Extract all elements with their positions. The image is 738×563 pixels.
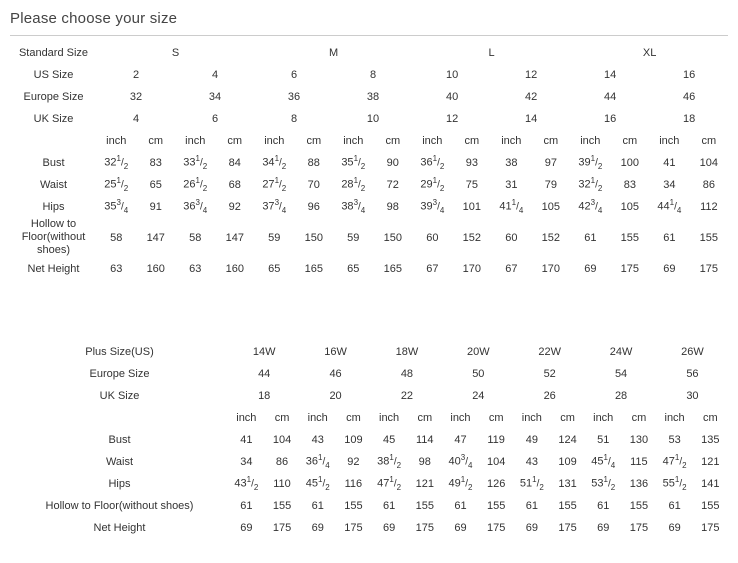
data-cell: 24: [443, 385, 514, 407]
row-label: Hips: [11, 473, 229, 495]
data-cell: 69: [443, 517, 479, 539]
data-cell: 61: [300, 495, 336, 517]
data-cell: 105: [610, 196, 650, 218]
row-label: Waist: [11, 174, 97, 196]
unit-cell: cm: [452, 130, 492, 152]
unit-cell: inch: [176, 130, 216, 152]
data-cell: $40^3/_4$: [443, 451, 479, 473]
data-cell: $38^3/_4$: [334, 196, 374, 218]
data-cell: 155: [692, 495, 728, 517]
standard-size-table-container: [10, 41, 728, 280]
data-cell: 155: [336, 495, 372, 517]
data-cell: 65: [136, 174, 176, 196]
unit-cell: cm: [621, 407, 657, 429]
data-cell: 22W: [514, 341, 585, 363]
data-cell: 131: [550, 473, 586, 495]
data-cell: 86: [689, 174, 729, 196]
data-cell: 69: [585, 517, 621, 539]
unit-cell: inch: [229, 407, 265, 429]
data-cell: 175: [692, 517, 728, 539]
data-cell: 30: [657, 385, 728, 407]
data-cell: 16: [650, 64, 729, 86]
table-row: [11, 64, 729, 86]
data-cell: 40: [413, 86, 492, 108]
unit-cell: inch: [585, 407, 621, 429]
data-cell: 160: [215, 258, 255, 280]
data-cell: $32^1/_2$: [97, 152, 137, 174]
data-cell: 12: [492, 64, 571, 86]
data-cell: 98: [407, 451, 443, 473]
data-cell: 175: [550, 517, 586, 539]
data-cell: $26^1/_2$: [176, 174, 216, 196]
data-cell: 92: [336, 451, 372, 473]
data-cell: 58: [97, 218, 137, 258]
data-cell: 18: [229, 385, 300, 407]
data-cell: 101: [452, 196, 492, 218]
data-cell: 150: [373, 218, 413, 258]
unit-cell: inch: [443, 407, 479, 429]
data-cell: 31: [492, 174, 532, 196]
unit-cell: inch: [255, 130, 295, 152]
table-row: [11, 42, 729, 64]
data-cell: 155: [550, 495, 586, 517]
unit-cell: cm: [294, 130, 334, 152]
data-cell: 79: [531, 174, 571, 196]
data-cell: 152: [452, 218, 492, 258]
data-cell: 175: [264, 517, 300, 539]
data-cell: 42: [492, 86, 571, 108]
data-cell: 160: [136, 258, 176, 280]
unit-cell: cm: [407, 407, 443, 429]
data-cell: 155: [478, 495, 514, 517]
data-cell: 32: [97, 86, 176, 108]
data-cell: 18: [650, 108, 729, 130]
data-cell: 130: [621, 429, 657, 451]
data-cell: 60: [413, 218, 453, 258]
data-cell: 61: [650, 218, 690, 258]
title-divider: [10, 35, 728, 36]
data-cell: $32^1/_2$: [571, 174, 611, 196]
data-cell: $53^1/_2$: [585, 473, 621, 495]
data-cell: 41: [229, 429, 265, 451]
data-cell: 96: [294, 196, 334, 218]
data-cell: 126: [478, 473, 514, 495]
data-cell: 10: [334, 108, 413, 130]
data-cell: $34^1/_2$: [255, 152, 295, 174]
data-cell: 16W: [300, 341, 371, 363]
table-row: [11, 196, 729, 218]
data-cell: 90: [373, 152, 413, 174]
table-row: [11, 218, 729, 258]
data-cell: 72: [373, 174, 413, 196]
data-cell: 61: [585, 495, 621, 517]
data-cell: 104: [689, 152, 729, 174]
data-cell: 22: [371, 385, 442, 407]
table-row: [11, 363, 729, 385]
data-cell: 45: [371, 429, 407, 451]
data-cell: $47^1/_2$: [371, 473, 407, 495]
data-cell: 155: [621, 495, 657, 517]
data-cell: 175: [621, 517, 657, 539]
unit-cell: inch: [371, 407, 407, 429]
data-cell: 175: [407, 517, 443, 539]
data-cell: $41^1/_4$: [492, 196, 532, 218]
row-label: US Size: [11, 64, 97, 86]
data-cell: 92: [215, 196, 255, 218]
data-cell: 47: [443, 429, 479, 451]
data-cell: 69: [571, 258, 611, 280]
unit-cell: inch: [492, 130, 532, 152]
unit-cell: inch: [514, 407, 550, 429]
data-cell: $27^1/_2$: [255, 174, 295, 196]
row-label: Bust: [11, 152, 97, 174]
unit-cell: cm: [610, 130, 650, 152]
data-cell: $43^1/_2$: [229, 473, 265, 495]
data-cell: 8: [255, 108, 334, 130]
data-cell: 6: [176, 108, 255, 130]
table-row: [11, 429, 729, 451]
data-cell: 48: [371, 363, 442, 385]
data-cell: 65: [334, 258, 374, 280]
data-cell: 14W: [229, 341, 300, 363]
data-cell: 83: [610, 174, 650, 196]
data-cell: 91: [136, 196, 176, 218]
data-cell: 170: [452, 258, 492, 280]
data-cell: $35^3/_4$: [97, 196, 137, 218]
row-label: Net Height: [11, 258, 97, 280]
data-cell: 70: [294, 174, 334, 196]
data-cell: $39^3/_4$: [413, 196, 453, 218]
row-label: UK Size: [11, 385, 229, 407]
row-label: Europe Size: [11, 363, 229, 385]
data-cell: 75: [452, 174, 492, 196]
data-cell: 109: [336, 429, 372, 451]
data-cell: 112: [689, 196, 729, 218]
data-cell: $36^1/_2$: [413, 152, 453, 174]
data-cell: 24W: [585, 341, 656, 363]
unit-cell: cm: [215, 130, 255, 152]
table-row: [11, 517, 729, 539]
row-label: Europe Size: [11, 86, 97, 108]
data-cell: 100: [610, 152, 650, 174]
data-cell: 63: [97, 258, 137, 280]
data-cell: 104: [478, 451, 514, 473]
unit-cell: inch: [413, 130, 453, 152]
row-label: Standard Size: [11, 42, 97, 64]
data-cell: 53: [657, 429, 693, 451]
unit-cell: inch: [571, 130, 611, 152]
data-cell: 67: [492, 258, 532, 280]
data-cell: 88: [294, 152, 334, 174]
plus-size-table: [10, 340, 729, 539]
group-header-cell: M: [255, 42, 413, 64]
unit-cell: inch: [650, 130, 690, 152]
data-cell: 104: [264, 429, 300, 451]
data-cell: $51^1/_2$: [514, 473, 550, 495]
data-cell: 84: [215, 152, 255, 174]
data-cell: 14: [492, 108, 571, 130]
data-cell: 155: [264, 495, 300, 517]
data-cell: 68: [215, 174, 255, 196]
data-cell: 44: [229, 363, 300, 385]
data-cell: 175: [689, 258, 729, 280]
row-label: Waist: [11, 451, 229, 473]
data-cell: $36^1/_4$: [300, 451, 336, 473]
page-title: Please choose your size: [10, 10, 178, 27]
data-cell: 165: [373, 258, 413, 280]
data-cell: 69: [650, 258, 690, 280]
data-cell: 44: [571, 86, 650, 108]
data-cell: 10: [413, 64, 492, 86]
data-cell: 18W: [371, 341, 442, 363]
data-cell: 52: [514, 363, 585, 385]
data-cell: 61: [443, 495, 479, 517]
data-cell: 135: [692, 429, 728, 451]
group-header-cell: L: [413, 42, 571, 64]
data-cell: 86: [264, 451, 300, 473]
data-cell: 34: [176, 86, 255, 108]
data-cell: 20W: [443, 341, 514, 363]
data-cell: 61: [514, 495, 550, 517]
data-cell: 141: [692, 473, 728, 495]
data-cell: 105: [531, 196, 571, 218]
data-cell: 83: [136, 152, 176, 174]
group-header-cell: XL: [571, 42, 729, 64]
row-label: Hips: [11, 196, 97, 218]
data-cell: $28^1/_2$: [334, 174, 374, 196]
data-cell: 69: [229, 517, 265, 539]
row-label: UK Size: [11, 108, 97, 130]
data-cell: 26W: [657, 341, 728, 363]
data-cell: $25^1/_2$: [97, 174, 137, 196]
data-cell: $45^1/_2$: [300, 473, 336, 495]
data-cell: 38: [334, 86, 413, 108]
table-row: [11, 130, 729, 152]
table-row: [11, 495, 729, 517]
data-cell: 147: [136, 218, 176, 258]
data-cell: 41: [650, 152, 690, 174]
unit-cell: cm: [689, 130, 729, 152]
table-row: [11, 258, 729, 280]
table-row: [11, 407, 729, 429]
data-cell: 175: [610, 258, 650, 280]
data-cell: 50: [443, 363, 514, 385]
data-cell: 60: [492, 218, 532, 258]
standard-size-table: [10, 41, 729, 280]
data-cell: $35^1/_2$: [334, 152, 374, 174]
data-cell: 36: [255, 86, 334, 108]
row-label: [11, 130, 97, 152]
data-cell: 124: [550, 429, 586, 451]
table-row: [11, 174, 729, 196]
data-cell: $45^1/_4$: [585, 451, 621, 473]
row-label: Net Height: [11, 517, 229, 539]
unit-cell: cm: [550, 407, 586, 429]
data-cell: 4: [176, 64, 255, 86]
data-cell: 121: [407, 473, 443, 495]
data-cell: 26: [514, 385, 585, 407]
table-row: [11, 152, 729, 174]
data-cell: 2: [97, 64, 176, 86]
row-label: Hollow to Floor(without shoes): [11, 218, 97, 258]
data-cell: 155: [407, 495, 443, 517]
unit-cell: inch: [97, 130, 137, 152]
data-cell: 59: [255, 218, 295, 258]
unit-cell: cm: [136, 130, 176, 152]
data-cell: 119: [478, 429, 514, 451]
data-cell: 175: [478, 517, 514, 539]
data-cell: $33^1/_2$: [176, 152, 216, 174]
data-cell: 49: [514, 429, 550, 451]
data-cell: 136: [621, 473, 657, 495]
data-cell: 56: [657, 363, 728, 385]
data-cell: $44^1/_4$: [650, 196, 690, 218]
data-cell: 115: [621, 451, 657, 473]
data-cell: $39^1/_2$: [571, 152, 611, 174]
data-cell: 16: [571, 108, 650, 130]
table-row: [11, 341, 729, 363]
data-cell: 65: [255, 258, 295, 280]
data-cell: 165: [294, 258, 334, 280]
unit-cell: inch: [334, 130, 374, 152]
data-cell: 61: [657, 495, 693, 517]
data-cell: 116: [336, 473, 372, 495]
unit-cell: cm: [478, 407, 514, 429]
data-cell: 43: [300, 429, 336, 451]
data-cell: 51: [585, 429, 621, 451]
data-cell: $36^3/_4$: [176, 196, 216, 218]
row-label: Bust: [11, 429, 229, 451]
data-cell: 34: [229, 451, 265, 473]
data-cell: 69: [657, 517, 693, 539]
data-cell: 61: [571, 218, 611, 258]
data-cell: 170: [531, 258, 571, 280]
row-label: [11, 407, 229, 429]
data-cell: 69: [300, 517, 336, 539]
table-row: [11, 108, 729, 130]
plus-size-table-container: [10, 340, 728, 539]
data-cell: 63: [176, 258, 216, 280]
data-cell: 54: [585, 363, 656, 385]
data-cell: 59: [334, 218, 374, 258]
unit-cell: cm: [373, 130, 413, 152]
data-cell: 121: [692, 451, 728, 473]
unit-cell: cm: [336, 407, 372, 429]
data-cell: 175: [336, 517, 372, 539]
data-cell: 114: [407, 429, 443, 451]
data-cell: 58: [176, 218, 216, 258]
data-cell: 43: [514, 451, 550, 473]
unit-cell: cm: [264, 407, 300, 429]
data-cell: 12: [413, 108, 492, 130]
data-cell: $42^3/_4$: [571, 196, 611, 218]
data-cell: 110: [264, 473, 300, 495]
data-cell: $37^3/_4$: [255, 196, 295, 218]
data-cell: 34: [650, 174, 690, 196]
row-label: Hollow to Floor(without shoes): [11, 495, 229, 517]
data-cell: 150: [294, 218, 334, 258]
data-cell: 46: [300, 363, 371, 385]
data-cell: 93: [452, 152, 492, 174]
data-cell: 69: [514, 517, 550, 539]
data-cell: 6: [255, 64, 334, 86]
data-cell: 28: [585, 385, 656, 407]
unit-cell: inch: [657, 407, 693, 429]
row-label: Plus Size(US): [11, 341, 229, 363]
data-cell: 38: [492, 152, 532, 174]
table-row: [11, 451, 729, 473]
data-cell: 20: [300, 385, 371, 407]
data-cell: $55^1/_2$: [657, 473, 693, 495]
group-header-cell: S: [97, 42, 255, 64]
data-cell: $29^1/_2$: [413, 174, 453, 196]
data-cell: 155: [610, 218, 650, 258]
data-cell: 46: [650, 86, 729, 108]
unit-cell: cm: [692, 407, 728, 429]
table-row: [11, 385, 729, 407]
data-cell: 14: [571, 64, 650, 86]
unit-cell: inch: [300, 407, 336, 429]
data-cell: 61: [229, 495, 265, 517]
data-cell: 147: [215, 218, 255, 258]
table-row: [11, 86, 729, 108]
data-cell: 67: [413, 258, 453, 280]
data-cell: 97: [531, 152, 571, 174]
unit-cell: cm: [531, 130, 571, 152]
data-cell: 69: [371, 517, 407, 539]
table-row: [11, 473, 729, 495]
data-cell: 109: [550, 451, 586, 473]
data-cell: $47^1/_2$: [657, 451, 693, 473]
data-cell: 4: [97, 108, 176, 130]
data-cell: 152: [531, 218, 571, 258]
data-cell: 98: [373, 196, 413, 218]
data-cell: $49^1/_2$: [443, 473, 479, 495]
data-cell: 61: [371, 495, 407, 517]
data-cell: 8: [334, 64, 413, 86]
data-cell: 155: [689, 218, 729, 258]
data-cell: $38^1/_2$: [371, 451, 407, 473]
